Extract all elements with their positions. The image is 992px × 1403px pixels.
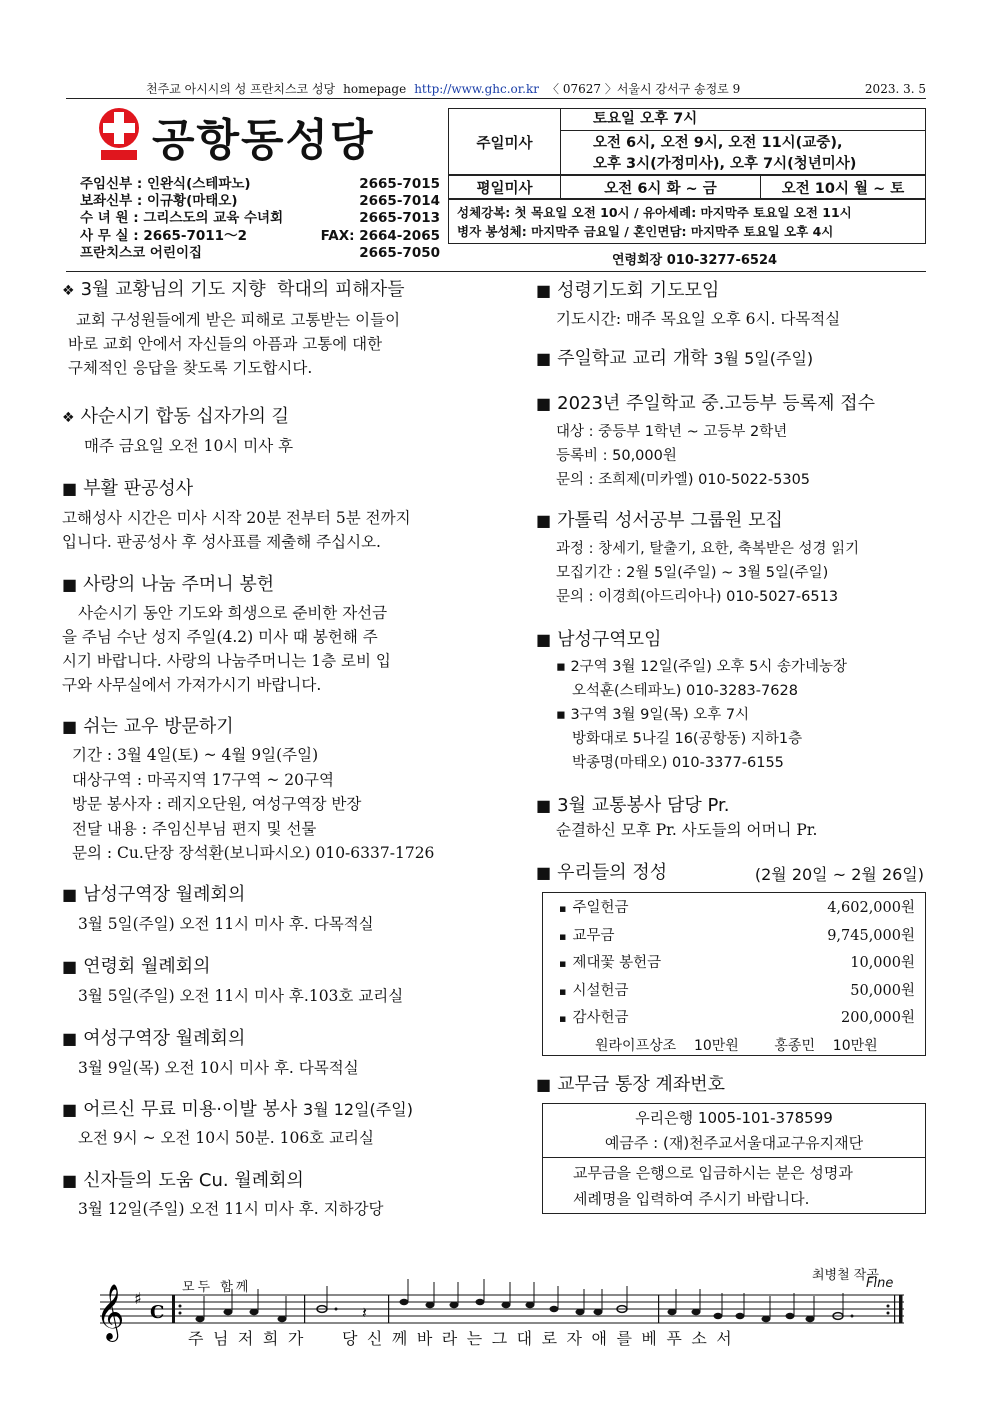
header-divider <box>66 98 926 99</box>
section-title: ❖ 3월 교황님의 기도 지향 학대의 피해자들 <box>62 279 405 300</box>
section-title: ■ 2023년 주일학교 중.고등부 등록제 접수 <box>536 393 875 414</box>
section-title: ■ 연령회 월례회의 <box>62 956 211 977</box>
section-title: ■ 남성구역모임 <box>536 629 662 650</box>
church-name: 공항동성당 <box>152 115 375 166</box>
section-title: ■ 가톨릭 성서공부 그룹원 모집 <box>536 510 783 531</box>
staff-row: 수 녀 원 : 그리스도의 교육 수녀회 2665-7013 <box>80 210 440 227</box>
issue-date: 2023. 3. 5 <box>864 81 926 96</box>
bank-account-box: 우리은행 1005-101-378599 예금주 : (재)천주교서울대교구유지재단 교무금을 은행으로 입금하시는 분은 성명과 세례명을 입력하여 주시기 바랍니다. <box>542 1103 926 1214</box>
section-body: 3월 9일(목) 오전 10시 미사 후. 다목적실 <box>78 1059 359 1077</box>
section-body: 순결하신 모후 Pr. 사도들의 어머니 Pr. <box>556 821 818 839</box>
weekday-mass-label: 평일미사 <box>449 175 561 199</box>
bank-account-number: 우리은행 1005-101-378599 <box>635 1109 833 1127</box>
section-body: 기간 : 3월 4일(토) ~ 4월 9일(주일) 대상구역 : 마곡지역 17구역 ~ 20구역 방문 봉사자 : 레지오단원, 여성구역장 반장 전달 내용 : 주임신부님 편지 및 선물 문의 : Cu.단장 장석환(보니파시오) 010-6337-1726 <box>72 746 435 862</box>
funeral-contact: 연령회장 010-3277-6524 <box>612 253 778 268</box>
section-title: ■ 남성구역장 월례회의 <box>62 884 246 905</box>
square-bullet-icon: ■ <box>62 1029 78 1048</box>
square-bullet-icon: ■ <box>536 394 552 413</box>
section-title: ■ 우리들의 정성 (2월 20일 ~ 2월 26일) <box>536 862 924 884</box>
square-bullet-icon: ■ <box>62 717 78 736</box>
offering-row: ▪ 제대꽃 봉헌금 10,000원 <box>559 950 915 978</box>
square-bullet-icon: ■ <box>536 281 552 300</box>
square-bullet-icon: ■ <box>62 885 78 904</box>
section-body: 대상 : 중등부 1학년 ~ 고등부 2학년 등록비 : 50,000원 문의 : 조희제(미카엘) 010-5022-5305 <box>556 424 811 488</box>
section-title: ■ 사랑의 나눔 주머니 봉헌 <box>62 574 275 595</box>
address: 〈 07627 〉서울시 강서구 송정로 9 <box>547 82 741 96</box>
section-body: 오전 9시 ~ 오전 10시 50분. 106호 교리실 <box>78 1129 374 1147</box>
staff-row: 주임신부 : 인완식(스테파노) 2665-7015 <box>80 176 440 192</box>
section-body: 과정 : 창세기, 탈출기, 요한, 축복받은 성경 읽기 모집기간 : 2월 5일(주일) ~ 3월 5일(주일) 문의 : 이경희(아드리아나) 010-5027-6513 <box>556 541 860 605</box>
section-title: ■ 어르신 무료 미용·이발 봉사 3월 12일(주일) <box>62 1099 413 1120</box>
section-body: 매주 금요일 오전 10시 미사 후 <box>84 437 294 455</box>
section-body: 고해성사 시간은 미사 시작 20분 전부터 5분 전까지 입니다. 판공성사 후 성사표를 제출해 주십시오. <box>62 509 411 551</box>
homepage-label: homepage <box>343 81 407 96</box>
diamond-bullet-icon: ❖ <box>62 410 75 426</box>
sunday-mass-label: 주일미사 <box>449 109 561 175</box>
homepage-link[interactable]: http://www.ghc.or.kr <box>414 81 540 96</box>
sunday-mass-times: 오전 6시, 오전 9시, 오전 11시(교중), 오후 3시(가정미사), 오후 7시(청년미사) <box>593 135 857 172</box>
song-lyrics: 주님저희가 당신께바라는그대로자애를베푸소서 <box>188 1329 742 1348</box>
svg-text:C: C <box>150 1302 165 1323</box>
weekday-mass-1: 오전 6시 화 ~ 금 <box>561 175 761 199</box>
section-body: ▪ 2구역 3월 12일(주일) 오후 5시 송가네농장 오석훈(스테파노) 010-3283-7628 ▪ 3구역 3월 9일(목) 오후 7시 방화대로 5나길 16(공항동) 지하1층 박종명(마태오) 010-3377-6155 <box>556 659 848 771</box>
composer: 최병철 작곡 <box>812 1268 879 1283</box>
weekday-mass-2: 오전 10시 월 ~ 토 <box>781 180 905 197</box>
church-logo-icon <box>97 106 141 162</box>
account-holder: 예금주 : (재)천주교서울대교구유지재단 <box>604 1134 864 1152</box>
section-title: ■ 주일학교 교리 개학 3월 5일(주일) <box>536 348 814 369</box>
square-bullet-icon: ■ <box>536 863 552 882</box>
square-bullet-icon: ■ <box>62 479 78 498</box>
staff-list <box>80 176 440 262</box>
weekday-mass-row <box>448 174 926 200</box>
square-bullet-icon: ■ <box>62 575 78 594</box>
section-title: ■ 여성구역장 월례회의 <box>62 1028 246 1049</box>
diamond-bullet-icon: ❖ <box>62 283 75 299</box>
square-bullet-icon: ■ <box>62 1171 78 1190</box>
square-bullet-icon: ■ <box>62 1100 78 1119</box>
section-body: 3월 5일(주일) 오전 11시 미사 후. 다목적실 <box>78 915 374 933</box>
square-bullet-icon: ■ <box>536 630 552 649</box>
music-staff-icon <box>92 1258 912 1368</box>
header-line <box>66 80 926 97</box>
music-direction: 모두 함께 <box>182 1280 252 1295</box>
sunday-mass-table <box>448 108 926 176</box>
offering-note: 원라이프상조 10만원 홍종민 10만원 <box>595 1037 878 1054</box>
square-bullet-icon: ■ <box>536 349 552 368</box>
offering-row: ▪ 주일헌금 4,602,000원 <box>559 895 915 923</box>
header-divider-2 <box>66 271 926 272</box>
offering-row: ▪ 시설헌금 50,000원 <box>559 978 915 1006</box>
section-title: ■ 쉬는 교우 방문하기 <box>62 716 234 737</box>
tagline: 천주교 아시시의 성 프란치스코 성당 <box>146 82 336 96</box>
section-title: ❖ 사순시기 합동 십자가의 길 <box>62 406 289 427</box>
section-title: ■ 3월 교통봉사 담당 Pr. <box>536 795 730 816</box>
sacraments-box: 성체강복: 첫 목요일 오전 10시 / 유아세례: 마지막주 토요일 오전 11시 병자 봉성체: 마지막주 금요일 / 혼인면담: 마지막주 토요일 오후 4시 <box>448 198 926 244</box>
square-bullet-icon: ■ <box>536 1075 552 1094</box>
section-body: 사순시기 동안 기도와 희생으로 준비한 자선금 을 주님 수난 성지 주일(4.2) 미사 때 봉헌해 주 시기 바랍니다. 사랑의 나눔주머니는 1층 로비 입 구와 사무실에서 가져가시기 바랍니다. <box>62 604 391 694</box>
section-body: 3월 12일(주일) 오전 11시 미사 후. 지하강당 <box>78 1200 384 1218</box>
offering-row: ▪ 교무금 9,745,000원 <box>559 923 915 951</box>
square-bullet-icon: ■ <box>536 796 552 815</box>
svg-text:𝄞: 𝄞 <box>96 1284 125 1340</box>
offering-row: ▪ 감사헌금 200,000원 <box>559 1005 915 1033</box>
staff-row: 프란치스코 어린이집 2665-7050 <box>80 244 440 261</box>
section-title: ■ 성령기도회 기도모임 <box>536 280 720 301</box>
staff-row: 보좌신부 : 이규황(마태오) 2665-7014 <box>80 193 440 210</box>
section-title: ■ 교무금 통장 계좌번호 <box>536 1074 726 1095</box>
small-bullet-icon: ▪ <box>556 707 571 723</box>
square-bullet-icon: ■ <box>62 957 78 976</box>
staff-row: 사 무 실 : 2665-7011～2 FAX: 2664-2065 <box>80 227 440 244</box>
saturday-mass: 토요일 오후 7시 <box>561 109 925 131</box>
svg-text:♯: ♯ <box>134 1289 142 1308</box>
small-bullet-icon: ▪ <box>556 659 571 675</box>
section-body: 3월 5일(주일) 오전 11시 미사 후.103호 교리실 <box>78 987 404 1005</box>
section-body: 기도시간: 매주 목요일 오후 6시. 다목적실 <box>556 310 841 328</box>
offering-table <box>542 892 926 1056</box>
square-bullet-icon: ■ <box>536 511 552 530</box>
fine-mark: Fine <box>866 1276 894 1291</box>
section-body: 교회 구성원들에게 받은 피해로 고통받는 이들이 바로 교회 안에서 자신들의 아픔과 고통에 대한 구체적인 응답을 찾도록 기도합시다. <box>68 311 401 377</box>
section-title: ■ 부활 판공성사 <box>62 478 194 499</box>
section-title: ■ 신자들의 도움 Cu. 월례회의 <box>62 1170 304 1191</box>
svg-text:𝄽: 𝄽 <box>362 1303 367 1322</box>
